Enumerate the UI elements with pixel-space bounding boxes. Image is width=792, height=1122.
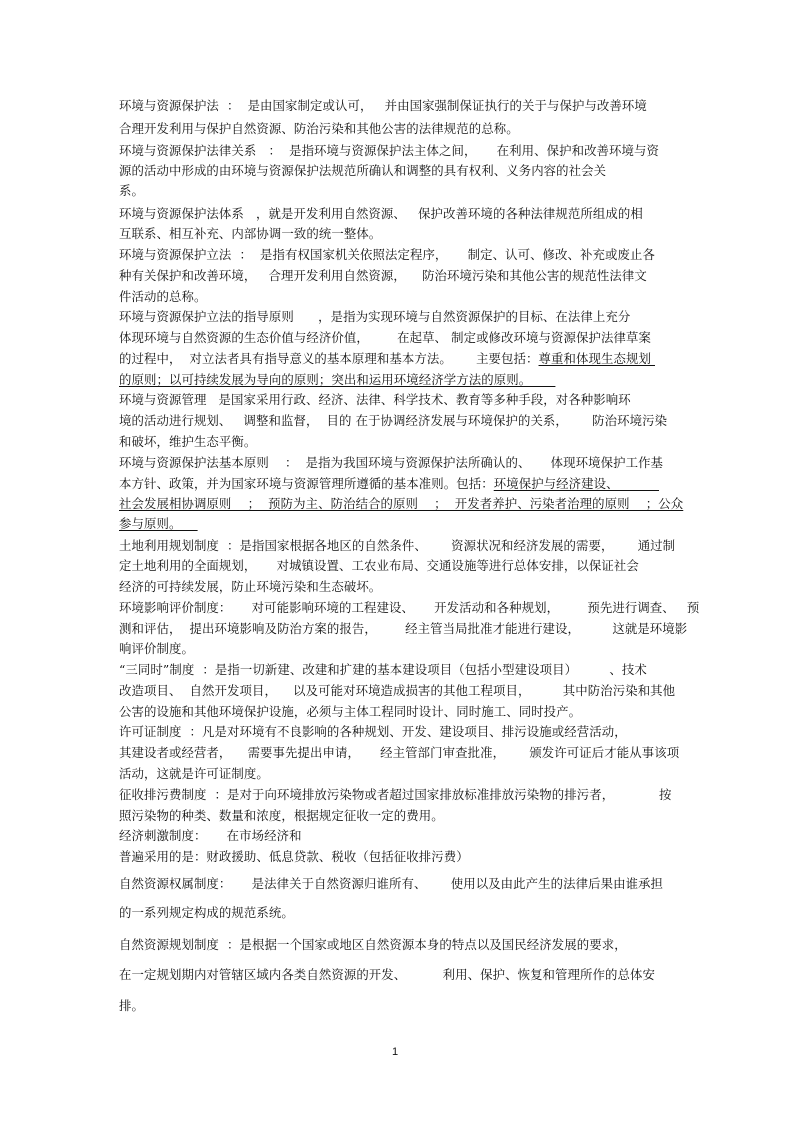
text-line: 经济刺激制度： 在市场经济和 xyxy=(119,828,302,843)
text-line: 环境与资源保护法体系 ，就是开发利用自然资源、 保护改善环境的各种法律规范所组成的相 xyxy=(119,206,643,221)
text-line: 和破坏，维护生态平衡。 xyxy=(119,434,257,449)
text-line: 环境与资源保护立法的指导原则 ，是指为实现环境与自然资源保护的目标、在法律上充分 xyxy=(119,309,631,324)
text-line: 定土地利用的全面规划， 对城镇设置、工农业布局、交通设施等进行总体安排，以保证社会 xyxy=(119,558,639,573)
text-line: 公害的设施和其他环境保护设施，必须与主体工程同时设计、同时施工、同时投产。 xyxy=(119,704,582,719)
underlined-principles: 环境保护与经济建设、 xyxy=(493,476,660,491)
text-line: 源的活动中形成的由环境与资源保护法规范所确认和调整的具有权利、义务内容的社会关 xyxy=(119,163,607,178)
text-line: 环境影响评价制度： 对可能影响环境的工程建设、 开发活动和各种规划， 预先进行调查、 预 xyxy=(119,600,700,615)
text-line: 环境与资源保护法律关系 ： 是指环境与资源保护法主体之间， 在利用、保护和改善环境与资 xyxy=(119,143,660,158)
text-segment: 本方针、政策，并为国家环境与资源管理所遵循的基本准则。包括： xyxy=(119,476,494,491)
underlined-principles: 参与原则。 xyxy=(119,516,198,531)
text-line: 体现环境与自然资源的生态价值与经济价值， 在起草、 制定或修改环境与资源保护法律草案 xyxy=(119,330,651,345)
text-line: 排。 xyxy=(119,998,144,1013)
text-line: 土地利用规划制度 ：是指国家根据各地区的自然条件、 资源状况和经济发展的需要， 通过制 xyxy=(119,538,676,553)
text-line: 改造项目、 自然开发项目， 以及可能对环境造成损害的其他工程项目， 其中防治污染和其他 xyxy=(119,683,676,698)
text-line xyxy=(119,476,659,492)
text-line: 征收排污费制度 ：是对于向环境排放污染物或者超过国家排放标准排放污染物的排污者， xyxy=(119,787,615,802)
page-number: 1 xyxy=(392,1046,399,1058)
underlined-principles: 尊重和体现生态规划 xyxy=(538,351,655,366)
text-line: 普遍采用的是：财政援助、低息贷款、税收（包括征收排污费） xyxy=(119,849,469,864)
text-line xyxy=(119,351,655,367)
text-line: 种有关保护和改善环境， 合理开发利用自然资源， 防治环境污染和其他公害的规范性法律文 xyxy=(119,268,647,283)
text-line: 环境与资源保护立法 ： 是指有权国家机关依照法定程序， 制定、认可、修改、补充或废止各 xyxy=(119,247,655,262)
text-line: 系。 xyxy=(119,183,144,198)
text-line: 许可证制度 ：凡是对环境有不良影响的各种规划、开发、建设项目、排污设施或经营活动， xyxy=(119,724,627,739)
text-line: “三同时”制度 ：是指一切新建、改建和扩建的基本建设项目（包括小型建设项目） 、技术 xyxy=(119,662,647,677)
text-line: 测和评估， 提出环境影响及防治方案的报告， 经主管当局批准才能进行建设， 这就是环境影 xyxy=(119,621,688,636)
text-segment: 按 xyxy=(659,787,672,802)
text-line: 照污染物的种类、数量和浓度，根据规定征收一定的费用。 xyxy=(119,808,444,823)
underlined-principles: 社会发展相协调原则 ； 预防为主、防治结合的原则 ； 开发者养护、污染者治理的原则 ；公众 xyxy=(119,496,684,511)
text-line: 的一系列规定构成的规范系统。 xyxy=(119,905,294,920)
text-line: 互联系、相互补充、内部协调一致的统一整体。 xyxy=(119,226,382,241)
text-line: 合理开发利用与保护自然资源、防治污染和其他公害的法律规范的总称。 xyxy=(119,121,519,136)
text-line: 境的活动进行规划、 调整和监督， 目的 在于协调经济发展与环境保护的关系， 防治环境污染 xyxy=(119,413,668,428)
text-line: 件活动的总称。 xyxy=(119,289,207,304)
text-line: 其建设者或经营者， 需要事先提出申请， 经主管部门审查批准， 颁发许可证后才能从事该项 xyxy=(119,745,680,760)
text-line: 在一定规划期内对管辖区域内各类自然资源的开发、 利用、保护、恢复和管理所作的总体安 xyxy=(119,967,655,982)
text-segment: 的过程中， 对立法者具有指导意义的基本原理和基本方法。 主要包括： xyxy=(119,351,539,366)
text-line: 响评价制度。 xyxy=(119,641,194,656)
text-line: 自然资源权属制度： 是法律关于自然资源归谁所有、 使用以及由此产生的法律后果由谁承担 xyxy=(119,876,664,891)
underlined-principles: 的原则；以可持续发展为导向的原则；突出和运用环境经济学方法的原则。 xyxy=(119,372,556,387)
text-line: 环境与资源保护法 ： 是由国家制定或认可， 并由国家强制保证执行的关于与保护与改善环境 xyxy=(119,98,647,113)
text-line: 环境与资源管理 是国家采用行政、经济、法律、科学技术、教育等多种手段，对各种影响环 xyxy=(119,392,631,407)
text-line: 活动，这就是许可证制度。 xyxy=(119,766,269,781)
text-line: 自然资源规划制度 ：是根据一个国家或地区自然资源本身的特点以及国民经济发展的要求， xyxy=(119,937,627,952)
text-line: 环境与资源保护法基本原则 ： 是指为我国环境与资源保护法所确认的、 体现环境保护工作基 xyxy=(119,455,664,470)
text-line: 经济的可持续发展，防止环境污染和生态破坏。 xyxy=(119,579,382,594)
